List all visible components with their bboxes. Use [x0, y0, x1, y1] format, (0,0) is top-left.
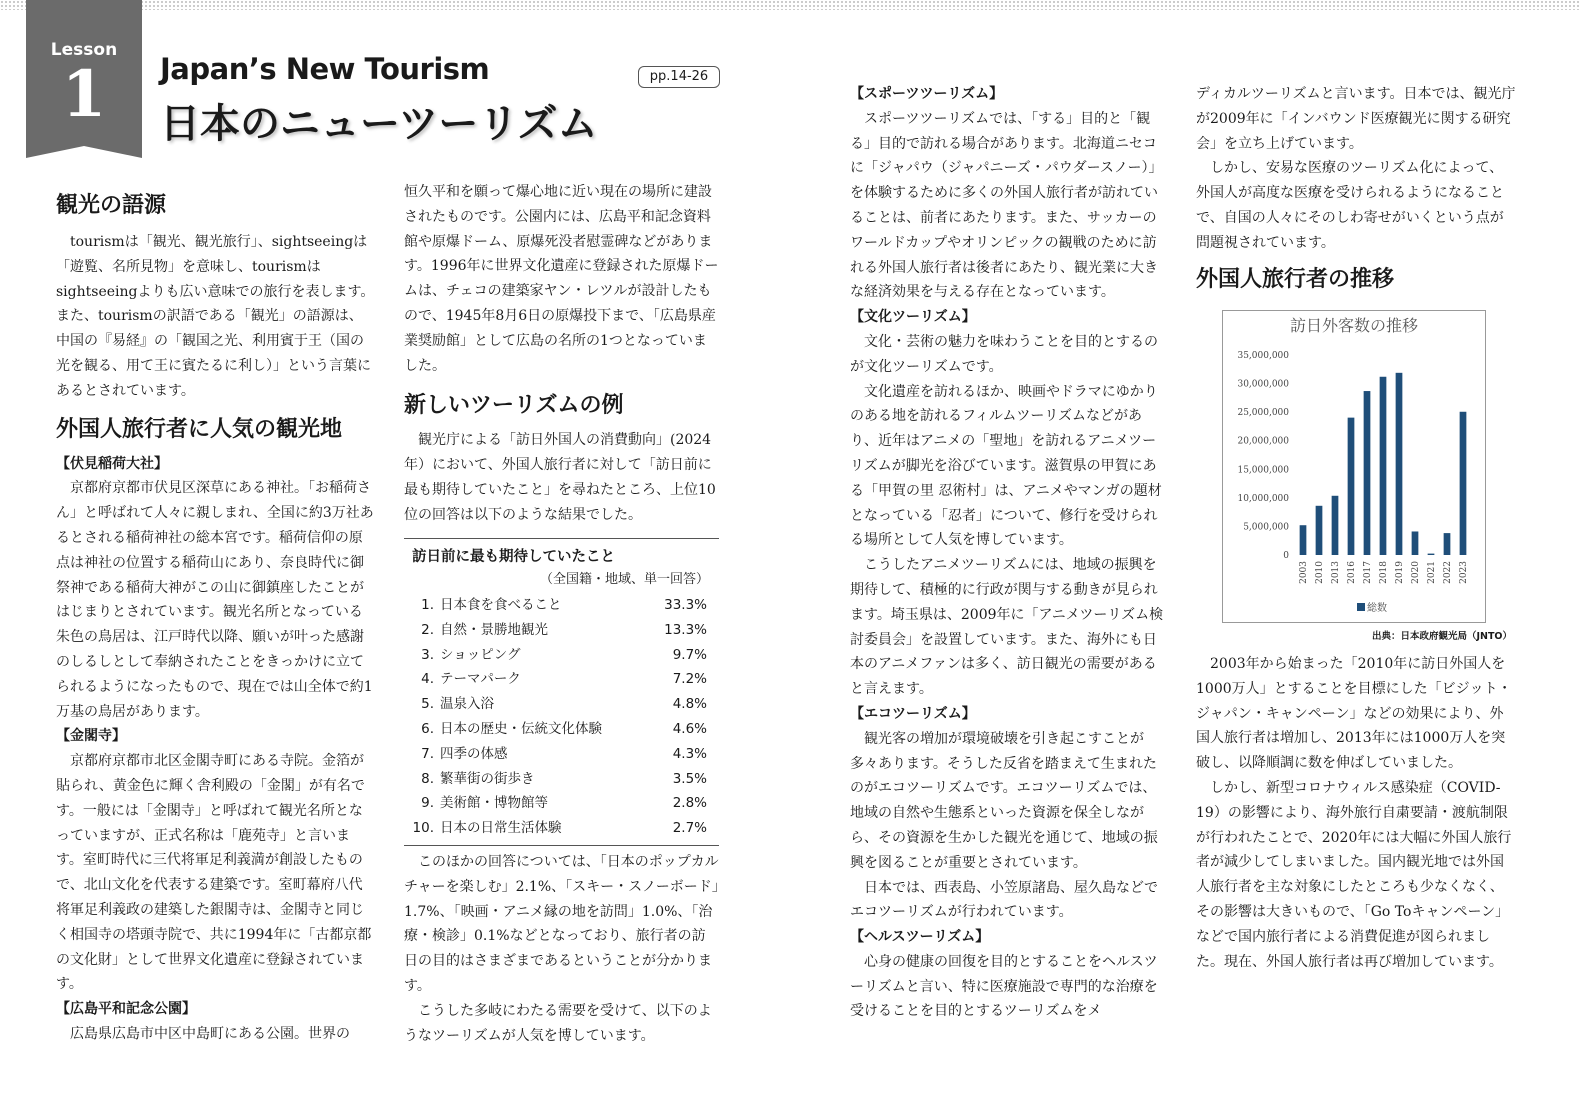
- column-2-lower: [404, 850, 719, 1048]
- survey-row: [404, 593, 719, 618]
- paragraph-health: 心身の健康の回復を目的とすることをヘルスツーリズムと言い、特に医療施設で専門的な治療を受けることを目的とするツーリズムをメ: [850, 953, 1158, 1020]
- survey-rank: 10.: [412, 820, 434, 837]
- survey-value: 3.5%: [672, 770, 707, 787]
- bar: [1300, 525, 1307, 555]
- page-range-badge: pp.14-26: [638, 66, 720, 88]
- y-tick-label: 35,000,000: [1237, 351, 1289, 361]
- x-tick-label: 2016: [1347, 561, 1357, 584]
- survey-row: [404, 816, 719, 841]
- survey-rank: 4.: [421, 671, 434, 688]
- y-tick-label: 5,000,000: [1243, 522, 1289, 533]
- x-tick-label: 2021: [1427, 561, 1437, 584]
- paragraph-demand: こうした多岐にわたる需要を受けて、以下のようなツーリズムが人気を博しています。: [404, 1002, 712, 1044]
- dotted-top-band: [0, 0, 1580, 10]
- lesson-tab: [26, 0, 142, 160]
- survey-label: 日本の歴史・伝統文化体験: [440, 720, 602, 737]
- survey-label: 美術館・博物館等: [440, 795, 548, 812]
- subheading-sports: 【スポーツツーリズム】: [850, 86, 1004, 102]
- x-tick-label: 2017: [1363, 561, 1373, 584]
- survey-label: 四季の体感: [440, 745, 508, 762]
- visitor-chart: [1222, 310, 1486, 623]
- bar: [1332, 496, 1339, 555]
- chart-source: 出典：日本政府観光局（JNTO）: [1371, 631, 1512, 642]
- survey-value: 7.2%: [672, 671, 707, 688]
- lesson-label: Lesson: [50, 40, 118, 60]
- page-title-japanese: 日本のニューツーリズム: [160, 101, 598, 147]
- survey-note: （全国籍・地域、単一回答）: [539, 572, 709, 587]
- subheading-hiroshima: 【広島平和記念公園】: [56, 1001, 196, 1018]
- survey-rank: 1.: [421, 597, 434, 613]
- survey-label: 日本の日常生活体験: [440, 820, 562, 837]
- paragraph-trend-1: 2003年から始まった「2010年に訪日外国人を1000万人」とすることを目標にした「ビジット・ジャパン・キャンペーン」などの効果により、外国人旅行者は増加し、2013年には1000万人を突破し、以降順調に数を伸ばしていました。: [1196, 656, 1512, 772]
- y-tick-label: 20,000,000: [1237, 436, 1289, 447]
- visitor-chart-svg: [1223, 311, 1485, 622]
- chart-title: 訪日外客数の推移: [1289, 316, 1419, 335]
- heading-trend: 外国人旅行者の推移: [1196, 266, 1395, 292]
- paragraph-survey-intro: 観光庁による「訪日外国人の消費動向」(2024年）において、外国人旅行者に対して「訪日前に最も期待していたこと」を尋ねたところ、上位10位の回答は以下のような結果でした。: [404, 432, 716, 523]
- survey-rank: 2.: [421, 621, 434, 638]
- bar: [1348, 418, 1355, 555]
- legend-swatch: [1357, 603, 1365, 611]
- survey-label: 日本食を食べること: [440, 597, 562, 613]
- x-tick-label: 2018: [1379, 561, 1389, 584]
- paragraph-culture-3: こうしたアニメツーリズムには、地域の振興を期待して、積極的に行政が関与する動きが見られます。埼玉県は、2009年に「アニメツーリズム検討委員会」を設置しています。また、海外にも日本のアニメファンは多く、訪日観光の需要があると言えます。: [850, 557, 1164, 698]
- survey-row: [404, 618, 719, 643]
- paragraph-sports: スポーツツーリズムでは、「する」目的と「観る」目的で訪れる場合があります。北海道ニセコに「ジャパウ（ジャパニーズ・パウダースノー）」を体験するために多くの外国人旅行者が訪れていることは、前者にあたります。また、サッカーのワールドカップやオリンピックの観戦のために訪れる外国人旅行者は後者にあたり、観光業に大きな経済効果を与える存在となっています。: [850, 110, 1163, 301]
- y-tick-label: 0: [1283, 551, 1289, 561]
- x-tick-label: 2022: [1443, 561, 1453, 584]
- paragraph-gogen: tourismは「観光、観光旅行」、sightseeingは「遊覧、名所見物」を意味し、tourismはsightseeingよりも広い意味での旅行を表します。また、tourismの訳語である「観光」の語源は、中国の『易経』の「観国之光、利用賓于王（国の光を観る、用て王に賓たるに利し）」という言葉にあるとされています。: [56, 234, 375, 399]
- survey-rank: 8.: [421, 770, 434, 787]
- survey-value: 2.7%: [672, 820, 707, 837]
- subheading-kinkaku: 【金閣寺】: [56, 728, 126, 745]
- x-tick-label: 2020: [1411, 561, 1421, 584]
- survey-label: テーマパーク: [440, 671, 521, 688]
- survey-row: [404, 767, 719, 792]
- bar: [1380, 377, 1387, 555]
- survey-row: [404, 667, 719, 692]
- paragraph-culture-2: 文化遺産を訪れるほか、映画やドラマにゆかりのある地を訪れるフィルムツーリズムなどがあり、近年はアニメの「聖地」を訪れるアニメツーリズムが脚光を浴びています。滋賀県の甲賀にある「甲賀の里 忍術村」は、アニメやマンガの題材となっている「忍者」について、修行を受けられる場所として人気を博しています。: [850, 383, 1162, 549]
- bar: [1412, 531, 1419, 555]
- survey-row: [404, 791, 719, 816]
- x-tick-label: 2010: [1315, 561, 1325, 584]
- paragraph-medical: ディカルツーリズムと言います。日本では、観光庁が2009年に「インバウンド医療観光に関する研究会」を立ち上げています。: [1196, 86, 1516, 152]
- subheading-eco: 【エコツーリズム】: [850, 705, 976, 722]
- bar: [1428, 554, 1435, 555]
- survey-rank: 7.: [421, 745, 434, 762]
- x-tick-label: 2023: [1459, 561, 1469, 584]
- heading-popular-spots: 外国人旅行者に人気の観光地: [56, 416, 343, 442]
- paragraph-eco-1: 観光客の増加が環境破壊を引き起こすことが多々あります。そうした反省を踏まえて生まれたのがエコツーリズムです。エコツーリズムでは、地域の自然や生態系といった資源を保全しながら、その資源を生かした観光を通じて、地域の振興を図ることが重要とされています。: [850, 730, 1158, 871]
- paragraph-medical-2: しかし、安易な医療のツーリズム化によって、外国人が高度な医療を受けられるようになることで、自国の人々にそのしわ寄せがいくという点が問題視されています。: [1196, 160, 1504, 251]
- survey-value: 2.8%: [672, 795, 707, 812]
- paragraph-eco-2: 日本では、西表島、小笠原諸島、屋久島などでエコツーリズムが行われています。: [850, 879, 1158, 921]
- column-3: [850, 82, 1166, 1024]
- y-tick-label: 15,000,000: [1237, 465, 1289, 476]
- survey-row: [404, 692, 719, 717]
- survey-value: 9.7%: [672, 646, 707, 663]
- heading-gogen: 観光の語源: [56, 193, 167, 218]
- survey-value: 33.3%: [664, 597, 707, 613]
- paragraph-culture-1: 文化・芸術の魅力を味わうことを目的とするのが文化ツーリズムです。: [850, 333, 1158, 375]
- heading-new-tourism: 新しいツーリズムの例: [404, 393, 624, 419]
- bar: [1316, 506, 1323, 555]
- legend-label: 総数: [1367, 603, 1387, 614]
- survey-value: 4.6%: [672, 720, 707, 737]
- survey-table: [404, 538, 719, 846]
- column-4-lower: [1196, 652, 1516, 974]
- subheading-fushimi: 【伏見稲荷大社】: [56, 455, 168, 472]
- survey-label: ショッピング: [440, 646, 521, 663]
- y-tick-label: 25,000,000: [1237, 408, 1289, 419]
- survey-rank: 9.: [421, 795, 434, 812]
- lesson-number: 1: [61, 57, 107, 132]
- page-title-english: Japan’s New Tourism: [160, 52, 490, 86]
- survey-row: [404, 717, 719, 742]
- survey-value: 4.3%: [672, 745, 707, 762]
- survey-title: 訪日前に最も期待していたこと: [412, 549, 615, 565]
- survey-rank: 5.: [421, 696, 434, 713]
- bar: [1444, 533, 1451, 555]
- paragraph-hiroshima: 広島県広島市中区中島町にある公園。世界の: [70, 1025, 350, 1042]
- paragraph-trend-2: しかし、新型コロナウィルス感染症（COVID-19）の影響により、海外旅行自粛要請・渡航制限が行われたことで、2020年には大幅に外国人旅行者が減少してしまいました。国内観光地では外国人旅行者を主な対象にしたところも少なくなく、その影響は大きいもので、「Go Toキャンペーン」などで国内旅行者による消費促進が図られました。現在、外国人旅行者は再び増加しています。: [1196, 779, 1512, 970]
- x-tick-label: 2013: [1331, 561, 1341, 584]
- bar: [1460, 412, 1467, 555]
- column-4: [1196, 82, 1516, 296]
- y-tick-label: 30,000,000: [1237, 379, 1289, 390]
- survey-label: 繁華街の街歩き: [440, 770, 535, 787]
- subheading-health: 【ヘルスツーリズム】: [850, 929, 990, 946]
- survey-rank: 3.: [421, 646, 434, 663]
- column-2: [404, 180, 719, 528]
- subheading-culture: 【文化ツーリズム】: [850, 309, 976, 326]
- paragraph-hiroshima-cont: 恒久平和を願って爆心地に近い現在の場所に建設されたものです。公園内には、広島平和記念資料館や原爆ドーム、原爆死没者慰霊碑などがあります。1996年に世界文化遺産に登録された原爆ドームは、チェコの建築家ヤン・レツルが設計したもので、1945年8月6日の原爆投下まで、「広島県産業奨励館」として広島の名所の1つとなっていました。: [404, 184, 719, 374]
- column-1: [56, 190, 376, 1047]
- bar: [1364, 391, 1371, 555]
- survey-label: 自然・景勝地観光: [440, 621, 548, 638]
- paragraph-kinkaku: 京都府京都市北区金閣寺町にある寺院。金箔が貼られ、黄金色に輝く舎利殿の「金閣」が有名です。一般には「金閣寺」と呼ばれて観光名所となっていますが、正式名称は「鹿苑寺」と言います。室町時代に三代将軍足利義満が創設したもので、北山文化を代表する建築です。室町幕府八代将軍足利義政の建築した銀閣寺は、金閣寺と同じく相国寺の塔頭寺院で、共に1994年に「古都京都の文化財」として世界文化遺産に登録されています。: [56, 753, 372, 993]
- paragraph-fushimi: 京都府京都市伏見区深草にある神社。「お稲荷さん」と呼ばれて人々に親しまれ、全国に約3万社あるとされる稲荷神社の総本宮です。稲荷信仰の原点は神社の位置する稲荷山にあり、奈良時代に御祭神である稲荷大神がこの山に御鎮座したことがはじまりとされています。観光名所となっている朱色の鳥居は、江戸時代以降、願いが叶った感謝のしるしとして奉納されたことをきっかけに立てられるようになったもので、現在では山全体で約1万基の鳥居があります。: [56, 480, 374, 720]
- survey-label: 温泉入浴: [440, 696, 494, 713]
- x-tick-label: 2019: [1395, 561, 1405, 584]
- survey-rows: [404, 593, 719, 841]
- survey-value: 13.3%: [664, 621, 707, 638]
- survey-row: [404, 643, 719, 668]
- survey-row: [404, 742, 719, 767]
- paragraph-other-answers: このほかの回答については、「日本のポップカルチャーを楽しむ」2.1%、「スキー・スノーボード」1.7%、「映画・アニメ縁の地を訪問」1.0%、「治療・検診」0.1%などとなっており、旅行者の訪日の目的はさまざまであるということが分かります。: [404, 854, 719, 994]
- survey-value: 4.8%: [672, 696, 707, 713]
- bar: [1396, 373, 1403, 555]
- survey-rank: 6.: [421, 720, 434, 737]
- x-tick-label: 2003: [1299, 561, 1309, 584]
- y-tick-label: 10,000,000: [1237, 493, 1289, 504]
